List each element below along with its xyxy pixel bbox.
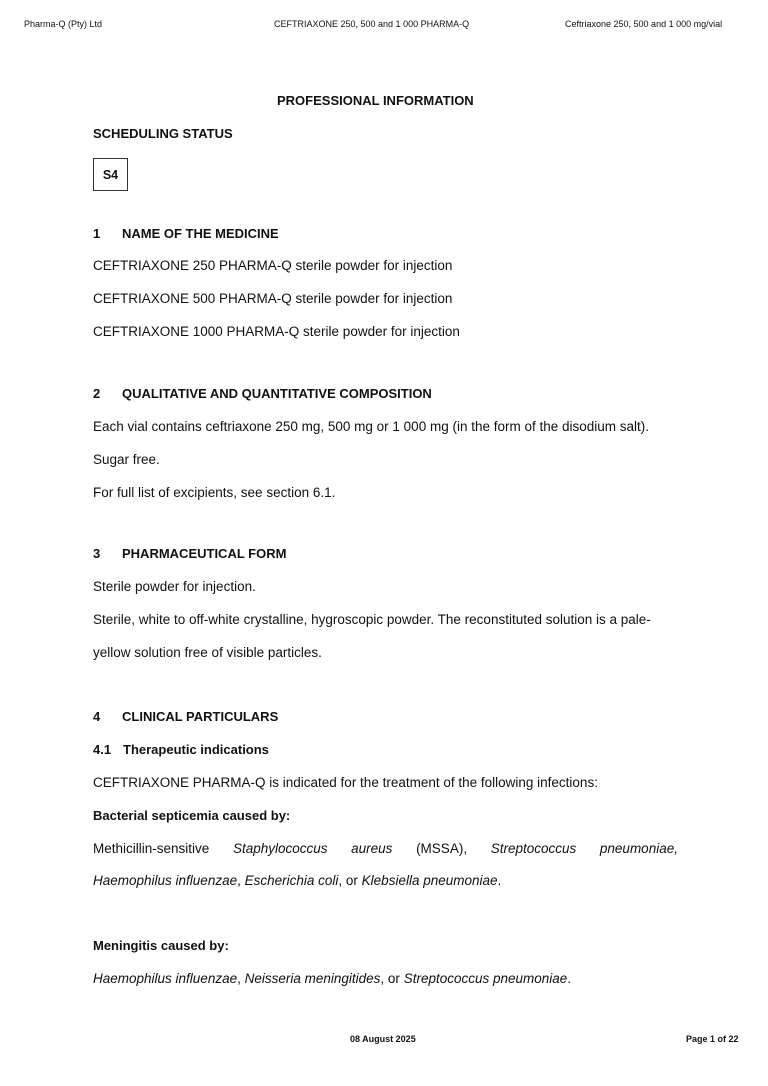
indications-intro: CEFTRIAXONE PHARMA-Q is indicated for the treatment of the following infections:: [93, 775, 598, 790]
section-2-line: For full list of excipients, see section 6.1.: [93, 485, 336, 500]
section-2-number: 2: [93, 386, 101, 401]
text-span: .: [567, 971, 572, 986]
text-span: (MSSA),: [416, 841, 468, 856]
text-span: ,: [237, 971, 245, 986]
footer-date: 08 August 2025: [350, 1034, 416, 1044]
section-3-line: Sterile, white to off-white crystalline, hygroscopic powder. The reconstituted solution is a pale-: [93, 612, 651, 627]
text-span: ,: [237, 873, 245, 888]
septicemia-heading: Bacterial septicemia caused by:: [93, 808, 291, 823]
section-1-line: CEFTRIAXONE 500 PHARMA-Q sterile powder for injection: [93, 291, 453, 306]
scheduling-status-box: [93, 158, 128, 191]
document-title: PROFESSIONAL INFORMATION: [277, 93, 474, 108]
organism-name: Streptococcus: [490, 841, 577, 856]
organism-name: Streptococcus pneumoniae: [403, 971, 568, 986]
organism-name: aureus: [351, 841, 393, 856]
organism-name: Haemophilus influenzae: [93, 873, 238, 888]
organism-name: Staphylococcus: [232, 841, 328, 856]
organism-name: Neisseria meningitides: [244, 971, 381, 986]
section-2-title: QUALITATIVE AND QUANTITATIVE COMPOSITION: [122, 386, 432, 401]
section-2-line: Each vial contains ceftriaxone 250 mg, 500 mg or 1 000 mg (in the form of the disodium salt).: [93, 419, 650, 434]
section-4-title: CLINICAL PARTICULARS: [122, 709, 279, 724]
organism-name: pneumoniae,: [599, 841, 678, 856]
organism-name: Haemophilus influenzae: [93, 971, 238, 986]
section-3-line: yellow solution free of visible particles.: [93, 645, 322, 660]
section-4-number: 4: [93, 709, 101, 724]
meningitis-organisms-line: [93, 971, 571, 986]
section-1-line: CEFTRIAXONE 250 PHARMA-Q sterile powder for injection: [93, 258, 453, 273]
septicemia-organisms-line-2: [93, 873, 501, 888]
subsection-4-1-number: 4.1: [93, 742, 112, 757]
organism-name: Escherichia coli: [244, 873, 339, 888]
subsection-4-1-title: Therapeutic indications: [123, 742, 269, 757]
header-strength: Ceftriaxone 250, 500 and 1 000 mg/vial: [565, 19, 723, 29]
section-3-number: 3: [93, 546, 101, 561]
organism-name: Klebsiella pneumoniae: [361, 873, 498, 888]
text-span: , or: [338, 873, 362, 888]
header-company: Pharma-Q (Pty) Ltd: [24, 19, 103, 29]
text-span: .: [497, 873, 502, 888]
meningitis-heading: Meningitis caused by:: [93, 938, 229, 953]
septicemia-organisms-line-1: [93, 841, 678, 856]
text-span: Methicillin-sensitive: [93, 841, 210, 856]
header-product: CEFTRIAXONE 250, 500 and 1 000 PHARMA-Q: [274, 19, 470, 29]
scheduling-value: S4: [102, 167, 119, 182]
section-3-title: PHARMACEUTICAL FORM: [122, 546, 287, 561]
footer-page-number: Page 1 of 22: [686, 1034, 739, 1044]
text-span: , or: [380, 971, 404, 986]
section-1-number: 1: [93, 226, 101, 241]
section-1-line: CEFTRIAXONE 1000 PHARMA-Q sterile powder for injection: [93, 324, 460, 339]
section-1-title: NAME OF THE MEDICINE: [122, 226, 279, 241]
section-2-line: Sugar free.: [93, 452, 160, 467]
section-3-line: Sterile powder for injection.: [93, 579, 256, 594]
scheduling-heading: SCHEDULING STATUS: [93, 126, 233, 141]
